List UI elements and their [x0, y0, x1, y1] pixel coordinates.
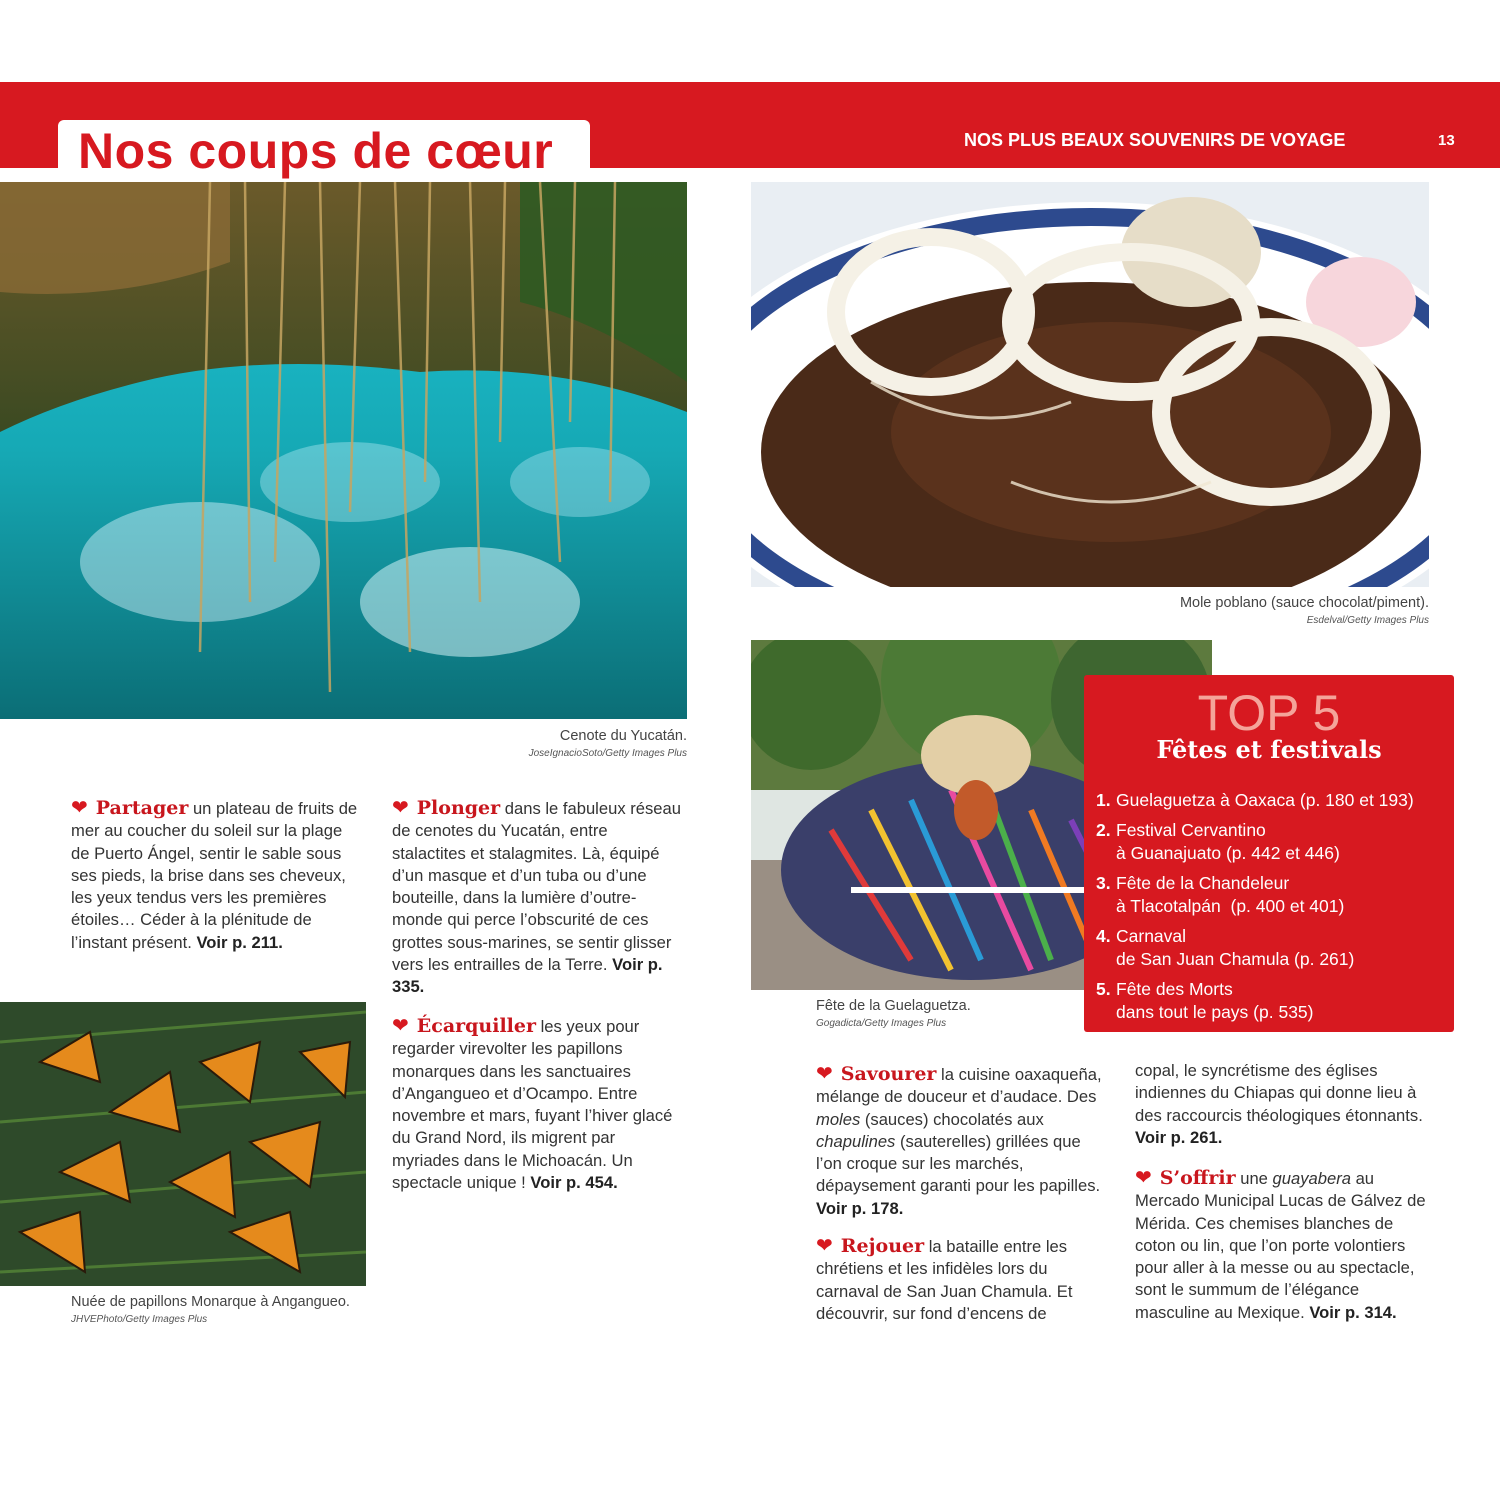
heart-icon: ❤	[816, 1063, 833, 1085]
paragraph-plonger	[392, 797, 684, 999]
text-savourer-chapulines: chapulines	[816, 1131, 896, 1151]
cenote-photo	[0, 182, 687, 719]
heart-icon: ❤	[392, 1015, 409, 1037]
top5-item-line1: Festival Cervantino	[1116, 819, 1266, 840]
text-savourer-1: la cuisine oaxaqueña, mélange de douceur et d’audace. Des	[816, 1065, 1102, 1107]
text-savourer-moles: moles	[816, 1109, 861, 1129]
keyword-partager: Partager	[95, 797, 189, 819]
text-soffrir-guayabera: guayabera	[1272, 1169, 1351, 1188]
text-plonger: dans le fabuleux réseau de cenotes du Yucatán, entre stalactites et stalagmites. Là, équipé d’un masque et d’un tuba ou d’une bouteille, dans la lumière d’outre-monde qui perce l’obscurité de ces grottes sous-marines, se sentir glisser vers les entrailles de la Terre.	[392, 799, 681, 975]
mole-caption: Mole poblano (sauce chocolat/piment).	[1179, 595, 1429, 611]
top5-item-line1: Fête de la Chandeleur	[1116, 872, 1290, 893]
papillons-photo	[0, 1002, 366, 1286]
top5-item-line1: Carnaval	[1116, 925, 1187, 946]
paragraph-savourer	[816, 1063, 1106, 1220]
paragraph-soffrir	[1135, 1167, 1430, 1324]
top5-item-number: 4.	[1096, 925, 1111, 946]
top5-item-line2: à Tlacotalpán	[1116, 896, 1221, 916]
mole-photo	[751, 182, 1429, 587]
top5-subheading: Fêtes et festivals	[1156, 735, 1382, 764]
mole-credit: Esdelval/Getty Images Plus	[1306, 615, 1429, 626]
running-title: NOS PLUS BEAUX SOUVENIRS DE VOYAGE	[964, 130, 1346, 150]
top5-heading: TOP 5	[1197, 685, 1341, 741]
paragraph-partager	[71, 797, 361, 954]
heart-icon: ❤	[392, 797, 409, 819]
guelaguetza-caption: Fête de la Guelaguetza.	[816, 998, 971, 1014]
top5-item-line1: Guelaguetza à Oaxaca	[1116, 790, 1296, 810]
papillons-credit: JHVEPhoto/Getty Images Plus	[71, 1314, 208, 1325]
page-number: 13	[1438, 132, 1455, 149]
top5-item-number: 2.	[1096, 819, 1111, 840]
ref-savourer: Voir p. 178.	[816, 1198, 904, 1218]
cenote-caption: Cenote du Yucatán.	[559, 728, 687, 744]
top5-item-number: 3.	[1096, 872, 1111, 893]
ref-plonger: Voir p. 335.	[392, 955, 663, 997]
papillons-caption: Nuée de papillons Monarque à Angangueo.	[71, 1294, 350, 1310]
keyword-rejouer: Rejouer	[840, 1235, 925, 1257]
top5-item	[1096, 872, 1452, 919]
top5-item-line2: dans tout le pays	[1116, 1002, 1249, 1022]
text-ecarquiller: les yeux pour regarder virevolter les papillons monarques dans les sanctuaires d’Angangueo et d’Ocampo. Entre novembre et mars, fuyant l’hiver glacé du Grand Nord, ils migrent par myriades dans le Michoacán. Un spectacle unique !	[392, 1017, 673, 1193]
top5-item-line2: de San Juan Chamula	[1116, 949, 1290, 969]
top5-item	[1096, 978, 1452, 1025]
keyword-ecarquiller: Écarquiller	[416, 1015, 536, 1037]
top5-item-ref2: (p. 535)	[1248, 1002, 1314, 1022]
text-savourer-3: (sauterelles) grillées que l’on croque sur les marchés, dépaysement garanti pour les papilles.	[816, 1131, 1101, 1196]
top5-item-ref2: (p. 442 et 446)	[1221, 843, 1340, 863]
top5-item	[1096, 925, 1452, 972]
top5-item-ref1: (p. 180 et 193)	[1295, 790, 1414, 810]
top5-item	[1096, 819, 1452, 866]
text-partager: un plateau de fruits de mer au coucher du soleil sur la plage de Puerto Ángel, sentir le sable sous ses pieds, la brise dans ses cheveux, les yeux tendus vers les premières étoiles… Céder à la plénitude de l’instant présent.	[71, 799, 358, 952]
page-title: Nos coups de cœur	[78, 123, 554, 179]
top5-list	[1096, 789, 1452, 1031]
cenote-credit: JoseIgnacioSoto/Getty Images Plus	[528, 748, 687, 759]
ref-rejouer: Voir p. 261.	[1135, 1127, 1223, 1147]
top5-item-ref2: (p. 400 et 401)	[1220, 896, 1345, 916]
guelaguetza-credit: Gogadicta/Getty Images Plus	[816, 1018, 947, 1029]
text-rejouer-1: la bataille entre les chrétiens et les infidèles lors du carnaval de San Juan Chamula. Et découvrir, sur fond d’encens de	[816, 1237, 1073, 1323]
top5-item-line2: à Guanajuato	[1116, 843, 1222, 863]
paragraph-ecarquiller	[392, 1015, 684, 1194]
heart-icon: ❤	[816, 1235, 833, 1257]
top5-item-number: 1.	[1096, 790, 1111, 810]
top5-box	[1084, 675, 1454, 1032]
text-rejouer-2: copal, le syncrétisme des églises indiennes du Chiapas qui donne lieu à des raccourcis théologiques étonnants.	[1135, 1061, 1423, 1125]
text-soffrir-2: au Mercado Municipal Lucas de Gálvez de Mérida. Ces chemises blanches de coton ou lin, que l’on porte volontiers pour aller à la messe ou au spectacle, sont le summum de l’élégance masculine au Mexique.	[1135, 1169, 1426, 1322]
top5-item	[1096, 789, 1452, 813]
paragraph-rejouer-cont	[1135, 1060, 1425, 1149]
text-savourer-2: (sauces) chocolatés aux	[860, 1109, 1044, 1129]
keyword-plonger: Plonger	[416, 797, 501, 819]
keyword-savourer: Savourer	[840, 1063, 937, 1085]
ref-ecarquiller: Voir p. 454.	[530, 1173, 618, 1193]
paragraph-rejouer	[816, 1235, 1096, 1325]
keyword-soffrir: S’offrir	[1159, 1167, 1236, 1189]
text-soffrir-1: une	[1235, 1169, 1273, 1188]
top5-item-ref2: (p. 261)	[1289, 949, 1355, 969]
ref-partager: Voir p. 211.	[196, 932, 283, 952]
ref-soffrir: Voir p. 314.	[1309, 1302, 1397, 1322]
heart-icon: ❤	[71, 797, 88, 819]
top5-item-line1: Fête des Morts	[1116, 978, 1233, 999]
top5-item-number: 5.	[1096, 978, 1111, 999]
heart-icon: ❤	[1135, 1167, 1152, 1189]
